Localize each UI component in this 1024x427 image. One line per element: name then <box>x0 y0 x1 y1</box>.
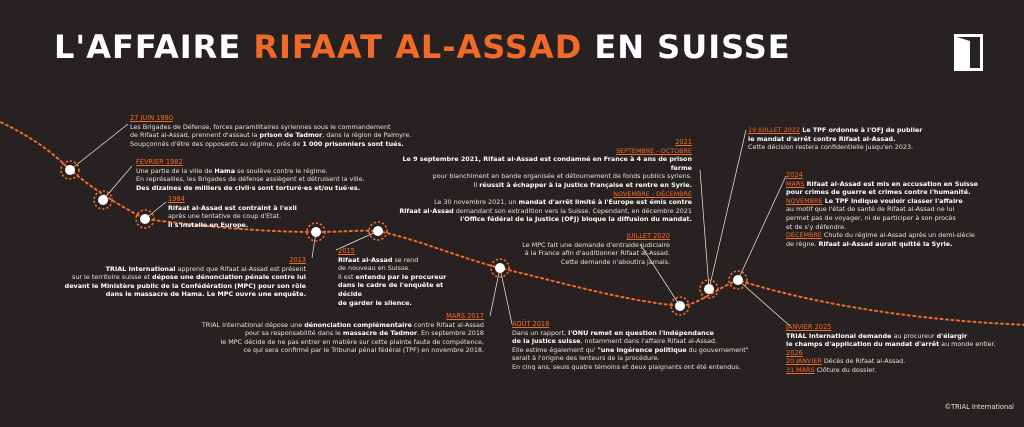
event-line: En cinq ans, seuls quatre témoins et deux plaignants ont été entendus. <box>512 362 741 371</box>
timeline-node-dot <box>704 284 714 294</box>
event-line: à la France afin d'auditionner Rifaat al-Assad. <box>524 249 670 258</box>
event-date: 2015 <box>338 247 355 255</box>
event-line: Rifaat al-Assad se rend <box>338 255 419 264</box>
event-date: 1984 <box>168 195 185 203</box>
copyright: ©TRIAL International <box>944 403 1014 411</box>
timeline-connector <box>70 124 128 170</box>
event-line: DÉCEMBRE Chute du régime al-Assad après un demi-siècle <box>786 231 975 240</box>
page-title <box>54 28 791 66</box>
event-line: MARS Rifaat al-Assad est mis en accusation en Suisse <box>786 179 978 188</box>
event-line: Rifaat al-Assad est contraint à l'exil <box>168 203 297 212</box>
event-line: permet pas de voyager, ni de participer à son procès <box>786 213 956 222</box>
timeline-connector <box>709 130 746 289</box>
event-line: serait à l'origine des lenteurs de la procédure. <box>512 354 660 363</box>
event-line: le MPC décide de ne pas entrer en matière sur cette plainte faute de compétence, <box>220 337 484 346</box>
event-line: Le MPC fait une demande d'entraide judiciaire <box>522 240 670 249</box>
event-2025 <box>786 323 1016 375</box>
title-part1: L'AFFAIRE <box>54 28 254 66</box>
event-line: Soupçonnés d'être des opposants au régime, près de 1 000 prisonniers sont tués. <box>130 139 404 148</box>
timeline-connector <box>738 176 786 280</box>
event-line: dans le cadre de l'enquête et décide <box>338 281 444 298</box>
timeline-node-dot <box>98 195 108 205</box>
event-date: JANVIER 2025 <box>786 323 832 331</box>
event-year: 2026 <box>786 348 803 357</box>
event-year: 2024 <box>786 171 803 179</box>
event-1980 <box>130 114 420 148</box>
event-line: le mandat d'arrêt contre Rifaat al-Assad. <box>748 134 896 143</box>
event-line: de garder le silence. <box>338 298 412 307</box>
event-2022 <box>748 126 948 152</box>
event-subdate: SEPTEMBRE - OCTOBRE <box>616 146 692 155</box>
event-line: Cette demande n'aboutira jamais. <box>560 257 670 266</box>
event-line: sur le territoire suisse et dépose une dénonciation pénale contre lui <box>72 273 306 282</box>
door-icon <box>954 34 984 72</box>
event-date: JUILLET 2020 <box>626 232 670 240</box>
event-line: TRIAL International apprend que Rifaat al-Assad est présent <box>105 264 306 273</box>
timeline-node-dot <box>733 275 743 285</box>
timeline-connector <box>500 268 512 324</box>
event-line: Des dizaines de milliers de civil·s sont torturé·es et/ou tué·es. <box>136 183 361 192</box>
timeline-connector <box>490 268 500 316</box>
event-line: le champs d'application du mandat d'arrêt au monde entier. <box>786 340 996 349</box>
event-line: dans le massacre de Hama. Le MPC ouvre une enquête. <box>105 290 306 299</box>
event-line: de Rifaat al-Assad, prennent d'assaut la prison de Tadmor, dans la région de Palmyre. <box>130 131 412 140</box>
event-line: de la justice suisse, notamment dans l'affaire Rifaat al-Assad. <box>512 337 718 346</box>
event-date: 27 JUIN 1980 <box>130 114 174 122</box>
timeline-node-dot <box>311 227 321 237</box>
event-line: pour blanchiment en bande organisée et détournement de fonds publics syriens. <box>432 172 692 181</box>
event-line: pour crimes de guerre et crimes contre l'humanité. <box>786 188 971 197</box>
timeline-node-dot <box>65 165 75 175</box>
event-line: au motif que l'état de santé de Rifaat al-Assad ne lui <box>786 205 955 214</box>
title-highlight: RIFAAT AL-ASSAD <box>253 28 583 66</box>
event-line: et de s'y défendre. <box>786 222 847 231</box>
event-2018 <box>512 320 792 372</box>
event-line: après une tentative de coup d'Etat. <box>168 212 282 221</box>
event-line: TRIAL International dépose une dénonciation complémentaire contre Rifaat al-Assad <box>201 320 484 329</box>
event-2015 <box>338 247 468 307</box>
event-line: NOVEMBRE Le TPF indique vouloir classer l'affaire <box>786 196 963 205</box>
event-2013 <box>60 256 306 299</box>
event-line: Il réussit à échapper à la justice française et rentre en Syrie. <box>473 180 692 189</box>
event-line: Les Brigades de Défense, forces paramilitaires syriennes sous le commandement <box>130 122 391 131</box>
event-line: de règne. Rifaat al-Assad aurait quitté la Syrie. <box>786 239 953 248</box>
event-line: Rifaat al-Assad demandant son extradition vers la Suisse. Cependant, en décembre 2021 <box>399 206 692 215</box>
event-line: Le 30 novembre 2021, un mandat d'arrêt limité à l'Europe est émis contre <box>434 198 692 207</box>
event-line: Il s'installe en Europe. <box>168 220 249 229</box>
event-1984 <box>168 195 308 229</box>
event-line: pour sa responsabilité dans le massacre de Tadmor. En septembre 2018 <box>244 329 484 338</box>
event-line: Le 9 septembre 2021, Rifaat al-Assad est condamné en France à 4 ans de prison ferme <box>402 155 692 172</box>
event-line: Dans un rapport, l'ONU remet en question l'indépendance <box>512 328 714 337</box>
timeline-node-dot <box>675 301 685 311</box>
timeline-node-dot <box>140 214 150 224</box>
event-line: 19 JUILLET 2022 Le TPF ordonne à l'OFJ de publier <box>748 126 923 134</box>
event-date: MARS 2017 <box>446 312 484 320</box>
event-line: devant le Ministère public de la Confédération (MPC) pour son rôle <box>64 281 306 290</box>
event-1982 <box>136 158 396 192</box>
event-line: Cette décision restera confidentielle jusqu'en 2023. <box>748 143 914 152</box>
event-2024 <box>786 171 1016 248</box>
event-year: 2021 <box>675 138 692 146</box>
event-line: de nouveau en Suisse. <box>338 264 411 273</box>
event-2017 <box>170 312 484 355</box>
event-date: AOÛT 2018 <box>512 320 550 328</box>
event-line: Il est entendu par le procureur <box>338 272 447 281</box>
timeline-node-dot <box>373 226 383 236</box>
event-line: l'Office fédéral de la Justice (OFJ) bloque la diffusion du mandat. <box>460 215 692 224</box>
event-line: Elle estime également qu' "une ingérence politique du gouvernement" <box>512 345 749 354</box>
event-2021 <box>380 138 692 224</box>
event-line: TRIAL International demande au procureur d'élargir <box>786 331 968 340</box>
event-subdate: NOVEMBRE - DÉCEMBRE <box>613 189 692 198</box>
event-line: En représailles, les Brigades de défense assiègent et détruisent la ville. <box>136 175 365 184</box>
timeline-connector <box>700 170 709 289</box>
event-line: Une partie de la ville de Hama se soulève contre le régime. <box>136 166 328 175</box>
event-line: 31 MARS Clôture du dossier. <box>786 365 877 374</box>
title-part2: EN SUISSE <box>582 28 791 66</box>
timeline-connector <box>103 166 132 200</box>
event-2020 <box>490 232 670 266</box>
event-date: 2013 <box>289 256 306 264</box>
event-line: 20 JANVIER Décès de Rifaat al-Assad. <box>786 357 906 366</box>
event-line: ce qui sera confirmé par le Tribunal pénal fédéral (TPF) en novembre 2018. <box>243 346 484 355</box>
event-date: FÉVRIER 1982 <box>136 158 183 166</box>
